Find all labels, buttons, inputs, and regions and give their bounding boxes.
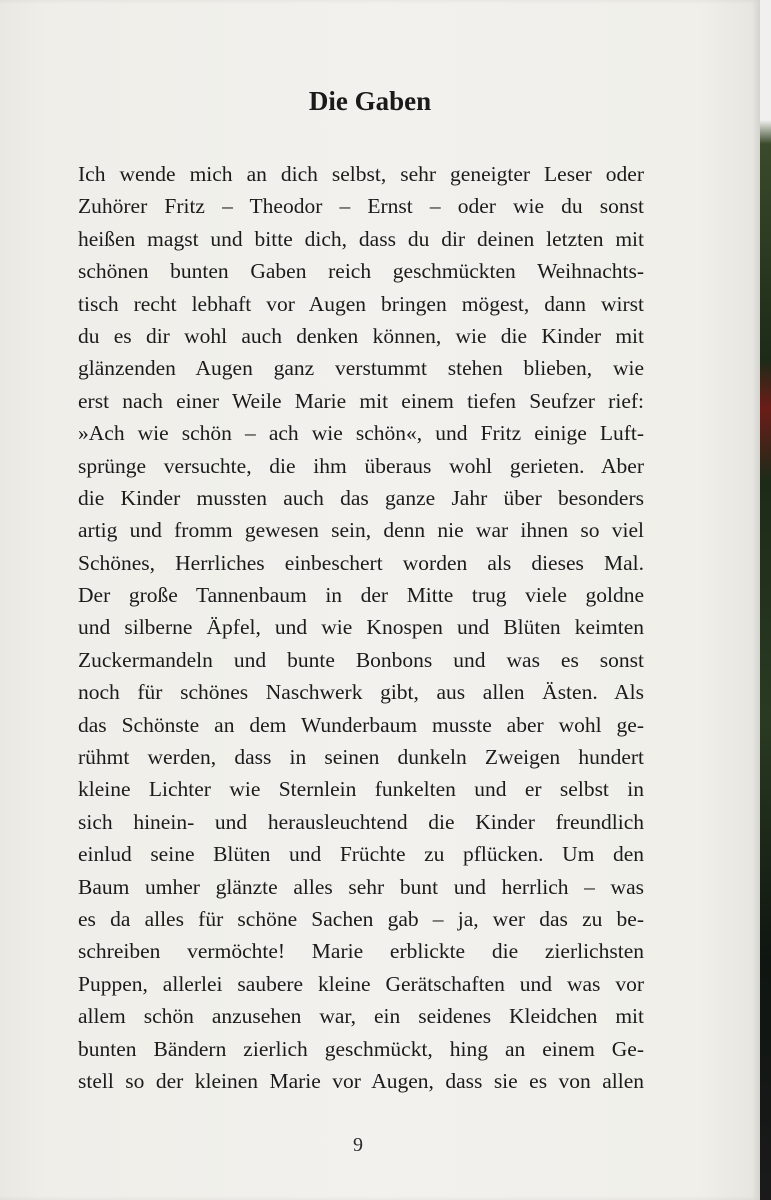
text-line: Schönes, Herrliches einbeschert worden als dieses Mal. bbox=[78, 550, 644, 575]
text-line: einlud seine Blüten und Früchte zu pflücken. Um den bbox=[78, 842, 644, 867]
text-line: du es dir wohl auch denken können, wie die Kinder mit bbox=[78, 323, 644, 348]
body-text bbox=[78, 158, 644, 1097]
text-line: und silberne Äpfel, und wie Knospen und Blüten keimten bbox=[78, 615, 644, 640]
text-line: das Schönste an dem Wunderbaum musste aber wohl ge- bbox=[78, 712, 644, 737]
text-line: Zuhörer Fritz – Theodor – Ernst – oder wie du sonst bbox=[78, 194, 644, 219]
text-line: schreiben vermöchte! Marie erblickte die zierlichsten bbox=[78, 939, 644, 964]
text-line: glänzenden Augen ganz verstummt stehen blieben, wie bbox=[78, 356, 644, 381]
text-line: Puppen, allerlei saubere kleine Gerätschaften und was vor bbox=[78, 971, 644, 996]
text-line: kleine Lichter wie Sternlein funkelten und er selbst in bbox=[78, 777, 644, 802]
text-line: erst nach einer Weile Marie mit einem tiefen Seufzer rief: bbox=[78, 388, 644, 413]
text-line: heißen magst und bitte dich, dass du dir deinen letzten mit bbox=[78, 226, 644, 251]
text-line: es da alles für schöne Sachen gab – ja, wer das zu be- bbox=[78, 906, 644, 931]
page-number: 9 bbox=[353, 1134, 363, 1156]
text-line: tisch recht lebhaft vor Augen bringen mögest, dann wirst bbox=[78, 291, 644, 316]
text-line: bunten Bändern zierlich geschmückt, hing an einem Ge- bbox=[78, 1036, 644, 1061]
text-line: stell so der kleinen Marie vor Augen, dass sie es von allen bbox=[78, 1068, 644, 1093]
text-line: noch für schönes Naschwerk gibt, aus allen Ästen. Als bbox=[78, 680, 644, 705]
text-line: Der große Tannenbaum in der Mitte trug viele goldne bbox=[78, 583, 644, 608]
text-line: allem schön anzusehen war, ein seidenes Kleidchen mit bbox=[78, 1004, 644, 1029]
text-line: »Ach wie schön – ach wie schön«, und Fritz einige Luft- bbox=[78, 421, 644, 446]
text-line: rühmt werden, dass in seinen dunkeln Zweigen hundert bbox=[78, 745, 644, 770]
chapter-title: Die Gaben bbox=[308, 86, 432, 116]
text-line: schönen bunten Gaben reich geschmückten Weihnachts- bbox=[78, 259, 644, 284]
text-line: sich hinein- und herausleuchtend die Kinder freundlich bbox=[78, 809, 644, 834]
text-line: die Kinder mussten auch das ganze Jahr über besonders bbox=[78, 485, 644, 510]
text-line: artig und fromm gewesen sein, denn nie war ihnen so viel bbox=[78, 518, 644, 543]
text-line: Baum umher glänzte alles sehr bunt und herrlich – was bbox=[78, 874, 644, 899]
text-line: sprünge versuchte, die ihm überaus wohl gerieten. Aber bbox=[78, 453, 644, 478]
text-line: Zuckermandeln und bunte Bonbons und was es sonst bbox=[78, 647, 644, 672]
text-line: Ich wende mich an dich selbst, sehr geneigter Leser oder bbox=[78, 162, 644, 186]
